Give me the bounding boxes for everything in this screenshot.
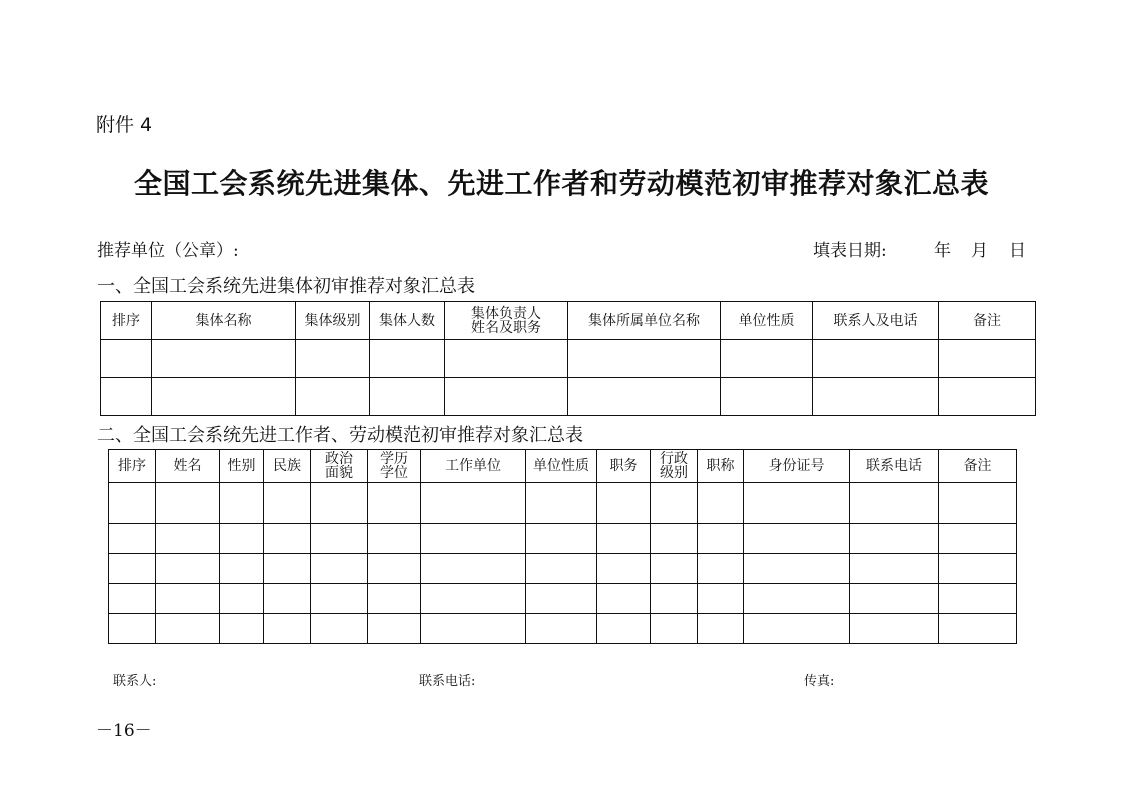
header-cell: 集体名称 xyxy=(152,302,296,340)
table-cell[interactable] xyxy=(939,340,1036,378)
header-cell: 政治 面貌 xyxy=(311,450,368,483)
header-cell: 身份证号 xyxy=(744,450,850,483)
table-cell[interactable] xyxy=(109,554,156,584)
table-cell[interactable] xyxy=(220,483,264,524)
table-row xyxy=(109,554,1017,584)
table-row xyxy=(101,340,1036,378)
table-cell[interactable] xyxy=(526,524,597,554)
table-header-row xyxy=(101,302,1036,340)
table-cell[interactable] xyxy=(101,378,152,416)
table-row xyxy=(109,524,1017,554)
table-cell[interactable] xyxy=(568,340,721,378)
section2-title: 二、全国工会系统先进工作者、劳动模范初审推荐对象汇总表 xyxy=(97,425,583,446)
footer-contact-label: 联系人: xyxy=(113,674,157,689)
header-cell: 工作单位 xyxy=(421,450,526,483)
table-cell[interactable] xyxy=(296,378,370,416)
table-cell[interactable] xyxy=(744,554,850,584)
header-cell: 行政 级别 xyxy=(651,450,698,483)
table-cell[interactable] xyxy=(850,554,939,584)
table-cell[interactable] xyxy=(526,554,597,584)
table-cell[interactable] xyxy=(651,554,698,584)
table-cell[interactable] xyxy=(311,614,368,644)
table-cell[interactable] xyxy=(368,554,421,584)
table-cell[interactable] xyxy=(220,584,264,614)
table-cell[interactable] xyxy=(370,340,445,378)
table-cell[interactable] xyxy=(698,524,744,554)
table-cell[interactable] xyxy=(721,378,813,416)
table-cell[interactable] xyxy=(421,614,526,644)
table-cell[interactable] xyxy=(744,584,850,614)
table-cell[interactable] xyxy=(698,614,744,644)
table-header-row xyxy=(109,450,1017,483)
header-cell: 职称 xyxy=(698,450,744,483)
header-cell: 备注 xyxy=(939,302,1036,340)
table-cell[interactable] xyxy=(220,554,264,584)
header-cell: 排序 xyxy=(109,450,156,483)
footer-fax-label: 传真: xyxy=(804,674,835,689)
table-cell[interactable] xyxy=(597,614,651,644)
table-cell[interactable] xyxy=(264,483,311,524)
section1-title: 一、全国工会系统先进集体初审推荐对象汇总表 xyxy=(97,276,475,297)
table-cell[interactable] xyxy=(370,378,445,416)
header-cell: 民族 xyxy=(264,450,311,483)
table-cell[interactable] xyxy=(651,524,698,554)
table-cell[interactable] xyxy=(421,524,526,554)
table-cell[interactable] xyxy=(421,483,526,524)
footer-phone-label: 联系电话: xyxy=(419,674,476,689)
header-cell: 集体级别 xyxy=(296,302,370,340)
date-month-label: 月 xyxy=(971,241,988,261)
header-cell: 集体所属单位名称 xyxy=(568,302,721,340)
table-cell[interactable] xyxy=(939,483,1017,524)
header-cell: 学历 学位 xyxy=(368,450,421,483)
table-cell[interactable] xyxy=(101,340,152,378)
table-cell[interactable] xyxy=(597,524,651,554)
table-cell[interactable] xyxy=(368,614,421,644)
collective-summary-table xyxy=(100,301,1036,416)
table-cell[interactable] xyxy=(368,584,421,614)
table-cell[interactable] xyxy=(264,554,311,584)
table-cell[interactable] xyxy=(152,378,296,416)
table-cell[interactable] xyxy=(109,584,156,614)
table-cell[interactable] xyxy=(568,378,721,416)
table-cell[interactable] xyxy=(368,524,421,554)
table-cell[interactable] xyxy=(156,614,220,644)
table-cell[interactable] xyxy=(651,584,698,614)
table-cell[interactable] xyxy=(311,584,368,614)
table-cell[interactable] xyxy=(939,614,1017,644)
table-cell[interactable] xyxy=(156,524,220,554)
header-cell: 性别 xyxy=(220,450,264,483)
table-cell[interactable] xyxy=(368,483,421,524)
table-cell[interactable] xyxy=(109,483,156,524)
table-cell[interactable] xyxy=(744,524,850,554)
page-number: －16－ xyxy=(96,721,152,741)
table-cell[interactable] xyxy=(445,378,568,416)
table-cell[interactable] xyxy=(156,584,220,614)
table-cell[interactable] xyxy=(850,584,939,614)
table-row xyxy=(101,378,1036,416)
table-cell[interactable] xyxy=(156,483,220,524)
date-day-label: 日 xyxy=(1009,241,1026,261)
recommend-unit-label: 推荐单位（公章）: xyxy=(97,241,239,261)
header-cell: 单位性质 xyxy=(526,450,597,483)
table-cell[interactable] xyxy=(939,524,1017,554)
header-cell: 联系电话 xyxy=(850,450,939,483)
table-cell[interactable] xyxy=(296,340,370,378)
table-cell[interactable] xyxy=(939,554,1017,584)
table-cell[interactable] xyxy=(311,524,368,554)
table-cell[interactable] xyxy=(421,554,526,584)
table-cell[interactable] xyxy=(220,614,264,644)
table-cell[interactable] xyxy=(813,378,939,416)
table-cell[interactable] xyxy=(264,524,311,554)
table-cell[interactable] xyxy=(156,554,220,584)
table-cell[interactable] xyxy=(220,524,264,554)
table-cell[interactable] xyxy=(939,584,1017,614)
table-cell[interactable] xyxy=(526,483,597,524)
table-cell[interactable] xyxy=(698,483,744,524)
header-cell: 单位性质 xyxy=(721,302,813,340)
table-cell[interactable] xyxy=(109,614,156,644)
table-cell[interactable] xyxy=(421,584,526,614)
table-cell[interactable] xyxy=(597,483,651,524)
table-row xyxy=(109,614,1017,644)
table-cell[interactable] xyxy=(597,554,651,584)
table-cell[interactable] xyxy=(264,584,311,614)
header-cell: 联系人及电话 xyxy=(813,302,939,340)
table-cell[interactable] xyxy=(445,340,568,378)
table-cell[interactable] xyxy=(813,340,939,378)
table-cell[interactable] xyxy=(311,554,368,584)
table-cell[interactable] xyxy=(597,584,651,614)
table-cell[interactable] xyxy=(651,614,698,644)
table-cell[interactable] xyxy=(698,554,744,584)
header-cell: 职务 xyxy=(597,450,651,483)
header-cell: 集体负责人 姓名及职务 xyxy=(445,302,568,340)
table-cell[interactable] xyxy=(850,614,939,644)
table-cell[interactable] xyxy=(721,340,813,378)
attachment-label: 附件 4 xyxy=(96,114,153,136)
table-cell[interactable] xyxy=(939,378,1036,416)
table-cell[interactable] xyxy=(850,483,939,524)
date-year-label: 年 xyxy=(934,241,951,261)
table-cell[interactable] xyxy=(744,483,850,524)
document-title: 全国工会系统先进集体、先进工作者和劳动模范初审推荐对象汇总表 xyxy=(133,167,989,200)
header-cell: 集体人数 xyxy=(370,302,445,340)
fill-date-label: 填表日期: xyxy=(813,241,887,261)
table-cell[interactable] xyxy=(526,584,597,614)
header-cell: 姓名 xyxy=(156,450,220,483)
table-cell[interactable] xyxy=(152,340,296,378)
header-cell: 排序 xyxy=(101,302,152,340)
table-row xyxy=(109,483,1017,524)
table-cell[interactable] xyxy=(311,483,368,524)
table-cell[interactable] xyxy=(109,524,156,554)
table-cell[interactable] xyxy=(698,584,744,614)
table-cell[interactable] xyxy=(744,614,850,644)
table-cell[interactable] xyxy=(264,614,311,644)
table-cell[interactable] xyxy=(526,614,597,644)
individual-summary-table xyxy=(108,449,1017,644)
table-row xyxy=(109,584,1017,614)
table-cell[interactable] xyxy=(651,483,698,524)
table-cell[interactable] xyxy=(850,524,939,554)
header-cell: 备注 xyxy=(939,450,1017,483)
